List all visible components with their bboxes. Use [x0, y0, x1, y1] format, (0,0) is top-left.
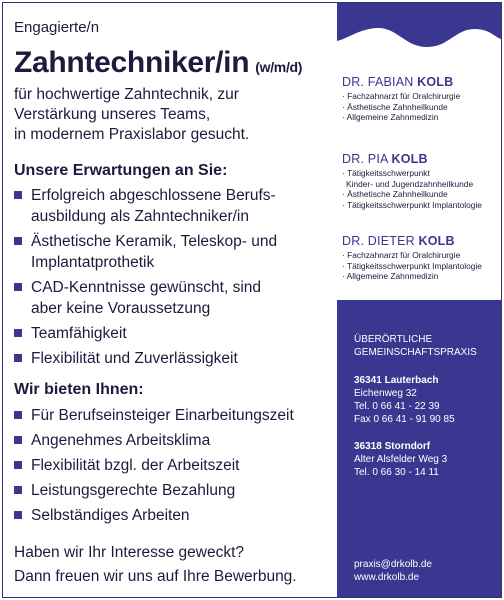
- doctor-name: DR. PIA KOLB: [342, 152, 428, 166]
- doctor-specialties: [342, 168, 500, 210]
- bullet-square-icon: [14, 329, 22, 337]
- list-item: · Tätigkeitsschwerpunkt: [342, 168, 430, 178]
- location-city: 36341 Lauterbach: [354, 375, 439, 386]
- bullet-square-icon: [14, 283, 22, 291]
- expectations-list: [14, 185, 336, 373]
- list-item: · Fachzahnarzt für Oralchirurgie: [342, 250, 461, 260]
- doctor-specialties: [342, 250, 500, 282]
- list-item: Ästhetische Keramik, Teleskop- und Implantatprothetik: [14, 231, 336, 273]
- doctor-name: DR. FABIAN KOLB: [342, 75, 454, 89]
- intro-text: [14, 85, 249, 145]
- bullet-square-icon: [14, 411, 22, 419]
- intro-line: Verstärkung unseres Teams,: [14, 106, 211, 123]
- list-item: CAD-Kenntnisse gewünscht, sind aber keine Voraussetzung: [14, 277, 336, 319]
- intro-line: für hochwertige Zahntechnik, zur: [14, 86, 239, 103]
- bullet-square-icon: [14, 354, 22, 362]
- practice-sidebar: [337, 3, 501, 597]
- doctor-entry: [342, 152, 500, 210]
- list-item: Erfolgreich abgeschlossene Berufs- ausbildung als Zahntechniker/in: [14, 185, 336, 227]
- doctor-entry: [342, 75, 500, 123]
- list-item: Leistungsgerechte Bezahlung: [14, 480, 336, 501]
- closing-text: [14, 541, 297, 589]
- bullet-square-icon: [14, 486, 22, 494]
- location-phone: Tel. 0 66 41 - 22 39: [354, 401, 440, 412]
- list-item: · Ästhetische Zahnheilkunde: [342, 101, 448, 112]
- list-item: Kinder- und Jugendzahnheilkunde: [346, 178, 474, 189]
- list-item: Selbständiges Arbeiten: [14, 505, 336, 526]
- intro-line: in modernem Praxislabor gesucht.: [14, 126, 250, 143]
- list-item: Flexibilität und Zuverlässigkeit: [14, 348, 336, 369]
- list-item: · Tätigkeitsschwerpunkt Implantologie: [342, 199, 482, 210]
- doctors-panel: [337, 68, 501, 300]
- wave-decoration-icon: [337, 3, 501, 73]
- practice-type: ÜBERÖRTLICHE GEMEINSCHAFTSPRAXIS: [354, 334, 477, 358]
- job-title-text: Zahntechniker/in: [14, 46, 250, 79]
- location-street: Eichenweg 32: [354, 388, 417, 399]
- location-phone: Tel. 0 66 30 - 14 11: [354, 467, 439, 478]
- offers-heading: Wir bieten Ihnen:: [14, 381, 144, 398]
- closing-line: Haben wir Ihr Interesse geweckt?: [14, 544, 245, 561]
- location-lauterbach: [354, 374, 455, 426]
- list-item: Teamfähigkeit: [14, 323, 336, 344]
- doctor-entry: [342, 234, 500, 282]
- job-title: [14, 46, 302, 80]
- closing-line: Dann freuen wir uns auf Ihre Bewerbung.: [14, 568, 297, 585]
- location-street: Alter Alsfelder Weg 3: [354, 454, 448, 465]
- pre-title: Engagierte/n: [14, 19, 100, 36]
- location-fax: Fax 0 66 41 - 91 90 85: [354, 414, 455, 425]
- list-item: · Ästhetische Zahnheilkunde: [342, 189, 448, 200]
- bullet-square-icon: [14, 237, 22, 245]
- list-item: · Tätigkeitsschwerpunkt Implantologie: [342, 260, 482, 271]
- bullet-square-icon: [14, 191, 22, 199]
- doctor-specialties: [342, 91, 500, 123]
- gender-suffix: (w/m/d): [255, 59, 303, 75]
- list-item: Für Berufseinsteiger Einarbeitungszeit: [14, 405, 336, 426]
- list-item: · Allgemeine Zahnmedizin: [342, 271, 439, 282]
- location-city: 36318 Storndorf: [354, 441, 431, 452]
- list-item: · Allgemeine Zahnmedizin: [342, 112, 439, 123]
- location-storndorf: [354, 440, 447, 479]
- expectations-heading: Unsere Erwartungen an Sie:: [14, 162, 228, 179]
- list-item: · Fachzahnarzt für Oralchirurgie: [342, 91, 461, 101]
- contact-links: [354, 558, 432, 584]
- bullet-square-icon: [14, 436, 22, 444]
- bullet-square-icon: [14, 511, 22, 519]
- email-link[interactable]: praxis@drkolb.de: [354, 559, 432, 570]
- list-item: Angenehmes Arbeitsklima: [14, 430, 336, 451]
- list-item: Flexibilität bzgl. der Arbeitszeit: [14, 455, 336, 476]
- website-link[interactable]: www.drkolb.de: [354, 572, 420, 583]
- offers-list: [14, 405, 336, 530]
- bullet-square-icon: [14, 461, 22, 469]
- doctor-name: DR. DIETER KOLB: [342, 234, 455, 248]
